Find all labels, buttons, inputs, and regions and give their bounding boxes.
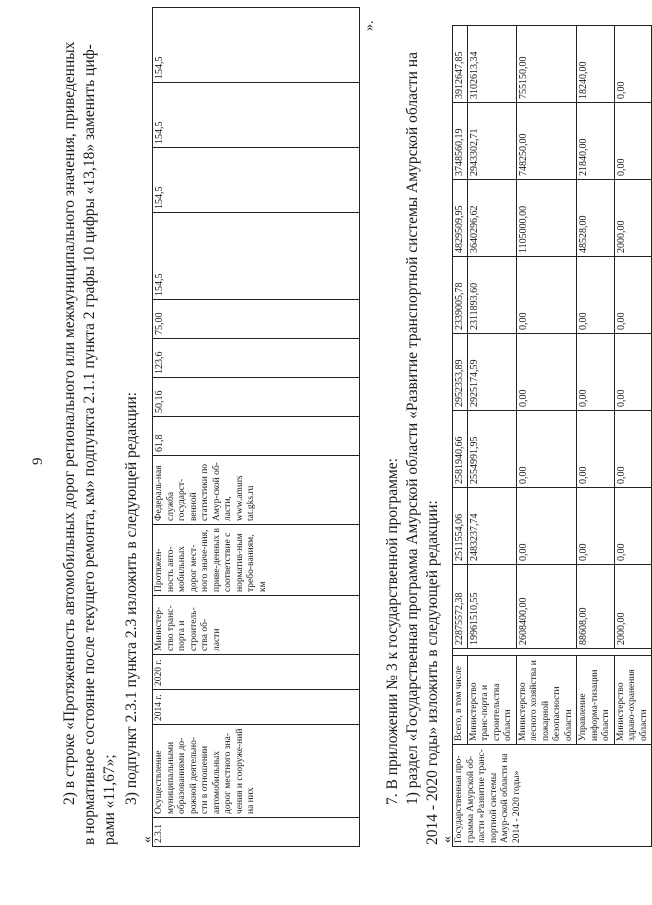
value-cell: 154,5 — [153, 83, 360, 148]
amount-cell: 0,00 — [614, 103, 652, 180]
amount-cell: 0,00 — [614, 410, 652, 487]
amount-cell: 21840,00 — [577, 103, 615, 180]
amount-cell: 0,00 — [614, 26, 652, 103]
amount-cell: 0,00 — [614, 334, 652, 411]
amount-cell: 2554991,95 — [467, 410, 516, 487]
amount-cell: 3640296,62 — [467, 180, 516, 257]
amount-cell: 0,00 — [516, 487, 577, 564]
amount-cell: 2581940,66 — [453, 410, 468, 487]
amount-cell: 3102613,34 — [467, 26, 516, 103]
amount-cell: 88608,00 — [577, 564, 615, 648]
amount-cell: 2000,00 — [614, 180, 652, 257]
amount-cell: 0,00 — [614, 257, 652, 334]
value-cell: 154,5 — [153, 213, 360, 300]
value-cell: 123,6 — [153, 339, 360, 378]
funding-table — [452, 25, 652, 847]
executor: Министер-ство транс-порта и строитель-ства об-ласти — [153, 596, 360, 655]
amount-cell: 19961510,55 — [467, 564, 516, 648]
open-quote-1: « — [140, 836, 155, 843]
value-cell: 154,5 — [153, 8, 360, 83]
table-row — [153, 8, 360, 847]
para1-line3: рами «11,67»; — [101, 754, 118, 845]
amount-cell: 2952353,89 — [453, 334, 468, 411]
amount-cell: 2608400,00 — [516, 564, 577, 648]
end-year: 2020 г. — [153, 655, 360, 690]
spacer-column — [453, 649, 652, 656]
table-row — [453, 26, 468, 847]
amount-cell: 0,00 — [614, 487, 652, 564]
amount-cell: 0,00 — [577, 487, 615, 564]
sub1-line2: 2014 - 2020 годы» изложить в следующей редакции: — [424, 500, 441, 845]
amount-cell: 0,00 — [516, 410, 577, 487]
subprogram-table — [152, 7, 360, 847]
heading-7: 7. В приложении № 3 к государственной программе: — [384, 458, 401, 805]
amount-cell: 0,00 — [516, 334, 577, 411]
amount-cell: 755150,00 — [516, 26, 577, 103]
amount-cell: 748250,00 — [516, 103, 577, 180]
para1-line2: в нормативное состояние после текущего ремонта, км» подпункта 2.1.1 пункта 2 графы 10 цифры «13,18» заменить циф- — [81, 44, 98, 845]
executor-label: Министерство лесного хозяйства и пожарной безопасности области — [516, 656, 577, 745]
value-cell: 50,16 — [153, 378, 360, 417]
amount-cell: 3748560,19 — [453, 103, 468, 180]
paragraph-3: 3) подпункт 2.3.1 пункта 2.3 изложить в следующей редакции: — [123, 392, 140, 805]
executor-label: Министерство здраво-охранения области — [614, 656, 652, 745]
amount-cell: 2339005,78 — [453, 257, 468, 334]
open-quote-2: « — [440, 836, 455, 843]
para1-line1: 2) в строке «Протяженность автомобильных дорог регионального или межмуниципального значения, приведенных — [61, 41, 78, 805]
program-name: Государственная про-грамма Амурской об-ласти «Развитие транс-портной системы Амур-ской области на 2014 - 2020 годы» — [453, 745, 652, 847]
data-source: Федераль-ная служба государст-венной статистики по Амур-ской об-ласти, www.amurs tat.gks.ru — [153, 456, 360, 525]
page-number: 9 — [30, 457, 46, 465]
row-number: 2.3.1 — [153, 818, 360, 847]
amount-cell: 18240,00 — [577, 26, 615, 103]
activity-name: Осуществление муниципальными образованиями до-рожной деятельно-сти в отношении автомобильных дорог местного зна-чения и сооруже-ний на них — [153, 725, 360, 818]
executor-label: Управление информа-тизации области — [577, 656, 615, 745]
executor-label: Всего, в том числе — [453, 656, 468, 745]
amount-cell: 2943302,71 — [467, 103, 516, 180]
table-row — [516, 26, 577, 847]
amount-cell: 0,00 — [577, 257, 615, 334]
amount-cell: 2925174,59 — [467, 334, 516, 411]
indicator-name: Протяжен-ность авто-мобильных дорог мест-ного значе-ния, приве-денных в соответствие с норматив-ным требо-ваниям, км — [153, 525, 360, 596]
amount-cell: 0,00 — [577, 410, 615, 487]
amount-cell: 0,00 — [516, 257, 577, 334]
value-cell: 61,8 — [153, 417, 360, 456]
table-row — [577, 26, 615, 847]
table-row — [467, 26, 516, 847]
amount-cell: 4829509,95 — [453, 180, 468, 257]
amount-cell: 22875572,38 — [453, 564, 468, 648]
value-cell: 154,5 — [153, 148, 360, 213]
amount-cell: 0,00 — [577, 334, 615, 411]
amount-cell: 2000,00 — [614, 564, 652, 648]
amount-cell: 2483237,74 — [467, 487, 516, 564]
amount-cell: 48528,00 — [577, 180, 615, 257]
close-quote-1: ». — [362, 20, 377, 31]
amount-cell: 3912647,85 — [453, 26, 468, 103]
table-row — [614, 26, 652, 847]
funding-table-body — [453, 26, 652, 847]
amount-cell: 2311893,60 — [467, 257, 516, 334]
sub1-line1: 1) раздел «Государственная программа Амурской области «Развитие транспортной системы Амурской области на — [404, 52, 421, 805]
amount-cell: 2511554,06 — [453, 487, 468, 564]
executor-label: Министерство транс-порта и строительства области — [467, 656, 516, 745]
amount-cell: 1105000,00 — [516, 180, 577, 257]
value-cell: 75,00 — [153, 300, 360, 339]
paragraph-7-1 — [403, 15, 443, 845]
start-year: 2014 г. — [153, 690, 360, 725]
paragraph-2 — [60, 25, 120, 845]
